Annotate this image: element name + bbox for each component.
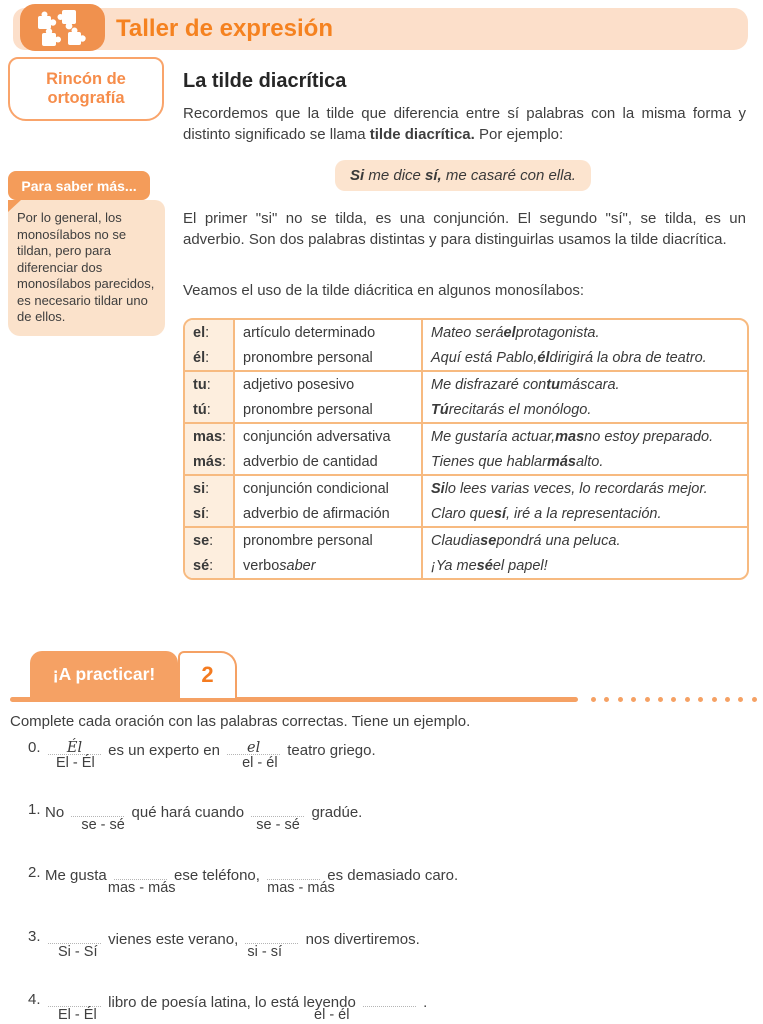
rule-dot (645, 697, 650, 702)
blank-answer: el (246, 739, 261, 756)
text-run: Si (431, 480, 445, 497)
example-cell (423, 501, 747, 526)
text-run: adverbio de afirmación (243, 505, 390, 522)
exercise-item (28, 991, 428, 1023)
rule-dot (738, 697, 743, 702)
text-run: Aquí está Pablo, (431, 349, 538, 366)
text-run: Me disfrazaré con (431, 376, 547, 393)
know-more-body: Por lo general, los monosílabos no se tildan, pero para diferenciar dos monosílabos parecidos, es necesario tildar uno de ellos. (8, 200, 165, 336)
exercise-item (28, 864, 459, 896)
lesson-title: La tilde diacrítica (183, 70, 347, 92)
puzzle-icon (20, 4, 105, 51)
practice-instruction: Complete cada oración con las palabras correctas. Tiene un ejemplo. (10, 713, 471, 730)
meaning-cell (233, 476, 423, 501)
word-cell: tu : (185, 372, 233, 397)
text-run: alto. (575, 453, 604, 470)
text-run: conjunción condicional (243, 480, 389, 497)
word-choices: mas - más (267, 880, 335, 896)
example-cell (423, 372, 747, 397)
word-choices: El - Él (56, 755, 95, 771)
puzzle-pieces-graphic (32, 8, 94, 48)
meaning-cell (233, 320, 423, 345)
text-run: sé (476, 557, 493, 574)
monosyllable-table (183, 318, 749, 580)
example-cell (423, 449, 747, 474)
section-title: Taller de expresión (116, 15, 333, 42)
table-group (185, 320, 747, 372)
table-group (185, 476, 747, 528)
text-run: protagonista. (515, 324, 600, 341)
example-callout (335, 160, 591, 191)
text-run: se (480, 532, 497, 549)
text-run: me casaré con ella. (441, 167, 576, 184)
practice-tab: ¡A practicar! (30, 651, 178, 698)
exercise-number: 2. (28, 864, 41, 881)
word-cell: más : (185, 449, 233, 474)
know-more-header: Para saber más... (8, 171, 150, 200)
meaning-cell (233, 501, 423, 526)
text-run: saber (279, 557, 316, 574)
answer-blank-field (48, 928, 101, 960)
table-lead-text: Veamos el uso de la tilde diácritica en algunos monosílabos: (183, 282, 585, 299)
exercise-number: 3. (28, 928, 41, 945)
word-choices: el - él (242, 755, 278, 771)
text-run: conjunción adversativa (243, 428, 391, 445)
text-run: artículo determinado (243, 324, 376, 341)
table-row (185, 553, 747, 578)
text-run: verbo (243, 557, 280, 574)
text-run: recitarás el monólogo. (448, 401, 592, 418)
table-row (185, 501, 747, 526)
text-run: Por ejemplo: (474, 126, 564, 143)
word-cell: sí : (185, 501, 233, 526)
meaning-cell (233, 449, 423, 474)
text-run: Si (350, 167, 365, 184)
rule-dot (671, 697, 676, 702)
rule-dot (658, 697, 663, 702)
text-run: sí (493, 505, 506, 522)
rule-dot (725, 697, 730, 702)
answer-blank-field (245, 928, 298, 960)
text-run: me dice (364, 167, 426, 184)
table-group (185, 424, 747, 476)
table-row (185, 476, 747, 501)
table-row (185, 449, 747, 474)
text-run: Tienes que hablar (431, 453, 547, 470)
text-run: el (503, 324, 516, 341)
word-cell: sé : (185, 553, 233, 578)
word-choices: Si - Sí (58, 944, 98, 960)
table-row (185, 320, 747, 345)
exercise-sentence: Me gusta mas - más ese teléfono, mas - más es demasiado caro. (45, 864, 458, 884)
word-choices: se - sé (81, 817, 125, 833)
text-run: no estoy preparado. (584, 428, 714, 445)
practice-number-tab: 2 (178, 651, 237, 698)
word-choices: el - él (314, 1007, 350, 1023)
answer-blank-field (48, 991, 101, 1023)
text-run: el papel! (492, 557, 548, 574)
answer-blank-field (267, 864, 335, 896)
table-row (185, 397, 747, 422)
exercise-sentence: Él El - Él es un experto en el el - él teatro griego. (45, 739, 376, 759)
table-row (185, 424, 747, 449)
word-cell: si : (185, 476, 233, 501)
example-cell (423, 476, 747, 501)
word-choices: si - sí (247, 944, 283, 960)
text-run: Recordemos que la tilde que diferencia entre sí palabras con la misma forma y distinto significado se llama (183, 105, 746, 143)
text-run: tilde diacrítica. (369, 126, 475, 143)
rule-dot (591, 697, 596, 702)
word-choices: se - sé (256, 817, 300, 833)
exercise-number: 0. (28, 739, 41, 756)
rule-dot (631, 697, 636, 702)
answer-blank-field (48, 739, 101, 771)
exercise-sentence: El - Él libro de poesía latina, lo está leyendo el - él . (45, 991, 427, 1011)
example-cell (423, 397, 747, 422)
text-run: pronombre personal (243, 401, 373, 418)
word-cell: mas : (185, 424, 233, 449)
meaning-cell (233, 397, 423, 422)
meaning-cell (233, 424, 423, 449)
answer-blank-field (314, 991, 416, 1023)
table-row (185, 372, 747, 397)
text-run: Claro que (431, 505, 494, 522)
meaning-cell (233, 372, 423, 397)
text-run: pondrá una peluca. (496, 532, 621, 549)
text-run: pronombre personal (243, 532, 373, 549)
word-choices: mas - más (107, 880, 176, 896)
explanation-paragraph: El primer "si" no se tilda, es una conjunción. El segundo "sí", se tilda, es un adverbio. Son dos palabras distintas y para distinguirlas usamos la tilde diacrítica. (183, 210, 746, 248)
word-cell: tú : (185, 397, 233, 422)
text-run: Tú (431, 401, 449, 418)
text-run: mas (555, 428, 585, 445)
spelling-corner-line1: Rincón de (46, 70, 126, 89)
blank-answer: Él (66, 739, 83, 756)
table-group (185, 372, 747, 424)
rule-dot (618, 697, 623, 702)
word-choices: El - Él (58, 1007, 97, 1023)
word-cell: él : (185, 345, 233, 370)
example-cell (423, 424, 747, 449)
table-row (185, 345, 747, 370)
example-cell (423, 553, 747, 578)
rule-dot (685, 697, 690, 702)
text-run: sí, (425, 167, 442, 184)
text-run: ¡Ya me (431, 557, 477, 574)
spelling-corner-line2: ortografía (47, 89, 125, 107)
exercise-sentence: No se - sé qué hará cuando se - sé gradúe. (45, 801, 362, 821)
text-run: pronombre personal (243, 349, 373, 366)
example-cell (423, 320, 747, 345)
word-cell: se : (185, 528, 233, 553)
meaning-cell (233, 553, 423, 578)
word-cell: el : (185, 320, 233, 345)
answer-blank-field (107, 864, 176, 896)
dotted-rule (591, 697, 757, 702)
text-run: más (546, 453, 576, 470)
answer-blank-field (227, 739, 280, 771)
exercise-sentence: Si - Sí vienes este verano, si - sí nos divertiremos. (45, 928, 420, 948)
spelling-corner-badge (8, 57, 164, 121)
exercise-item (28, 928, 420, 960)
text-run: tu (546, 376, 560, 393)
exercise-item (28, 801, 363, 833)
text-run: Claudia (431, 532, 481, 549)
example-cell (423, 345, 747, 370)
exercise-item (28, 739, 376, 771)
meaning-cell (233, 528, 423, 553)
text-run: Mateo será (431, 324, 504, 341)
text-run: lo lees varias veces, lo recordarás mejor. (444, 480, 708, 497)
table-group (185, 528, 747, 578)
example-cell (423, 528, 747, 553)
intro-paragraph (183, 103, 746, 145)
answer-blank-field (251, 801, 304, 833)
text-run: adverbio de cantidad (243, 453, 378, 470)
text-run: él (537, 349, 550, 366)
text-run: Me gustaría actuar, (431, 428, 556, 445)
rule-dot (604, 697, 609, 702)
table-row (185, 528, 747, 553)
meaning-cell (233, 345, 423, 370)
text-run: adjetivo posesivo (243, 376, 355, 393)
exercise-number: 4. (28, 991, 41, 1008)
text-run: máscara. (559, 376, 620, 393)
text-run: dirigirá la obra de teatro. (549, 349, 707, 366)
answer-blank-field (71, 801, 125, 833)
rule-dot (698, 697, 703, 702)
rule-dot (712, 697, 717, 702)
rule-dot (752, 697, 757, 702)
exercise-number: 1. (28, 801, 41, 818)
text-run: , iré a la representación. (505, 505, 662, 522)
